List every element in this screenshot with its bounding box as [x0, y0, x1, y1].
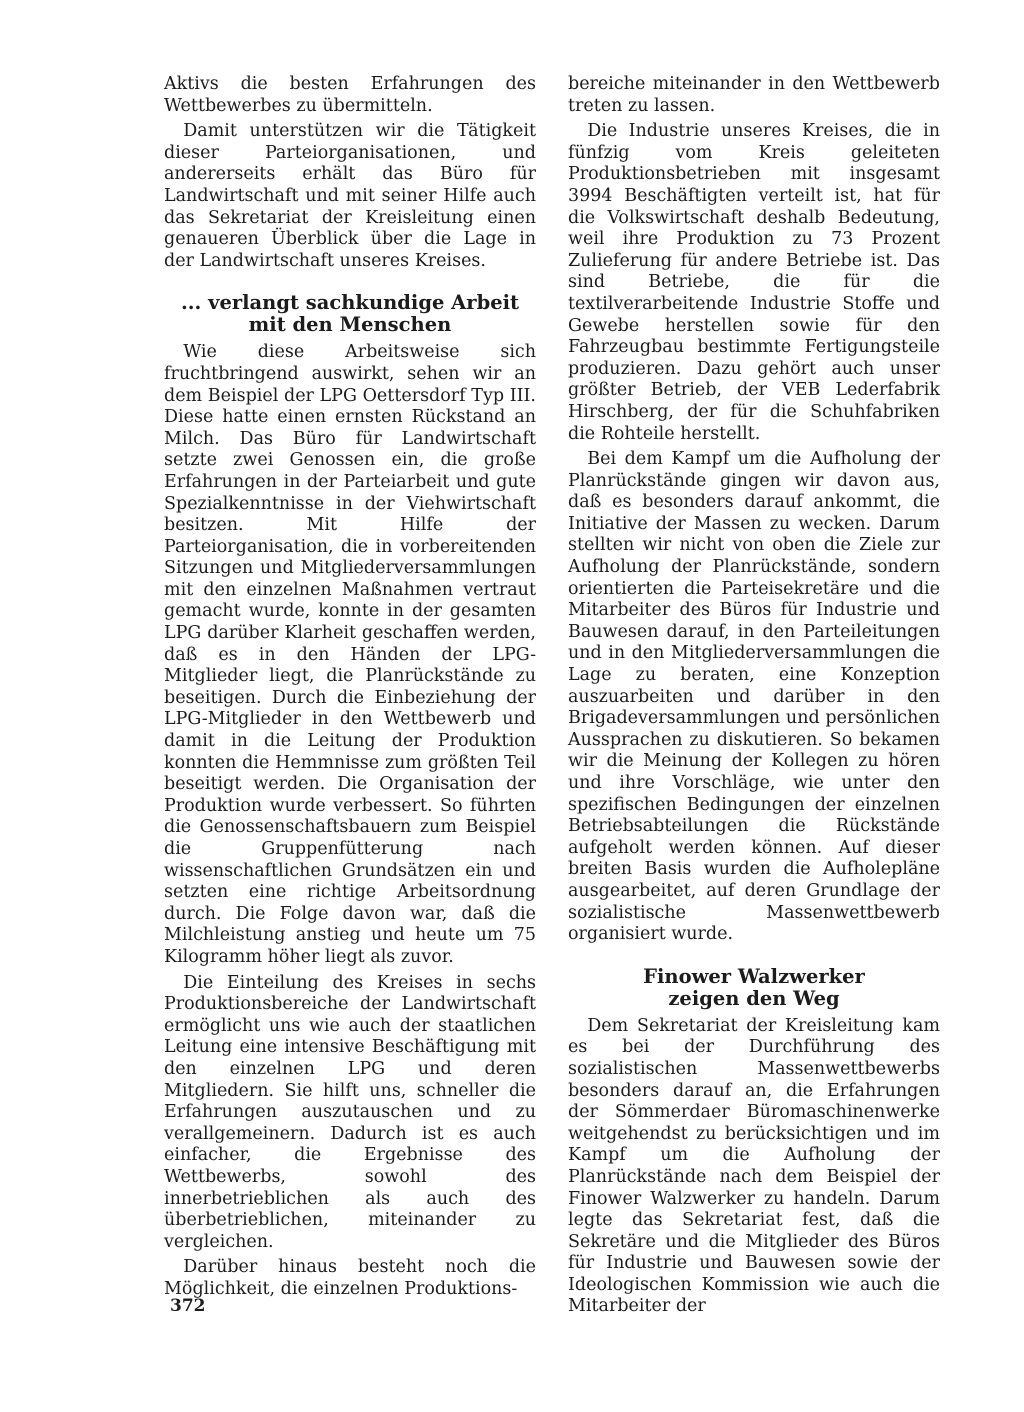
paragraph: Darüber hinaus besteht noch die Möglichkeit, die einzelnen Produktions-	[164, 1257, 536, 1299]
paragraph: Die Einteilung des Kreises in sechs Produktionsbereiche der Landwirtschaft ermöglicht uns wie auch der staatlichen Leitung eine intensive Beschäftigung mit den einzelnen LPG und deren Mitgliedern. Sie hilft uns, schneller die Erfahrungen auszutauschen und zu verallgemeinern. Dadurch ist es auch einfacher, die Ergebnisse des Wettbewerbs, sowohl des innerbetrieblichen als auch des überbetrieblichen, miteinander zu vergleichen.	[164, 972, 536, 1252]
paragraph: Die Industrie unseres Kreises, die in fünfzig vom Kreis geleiteten Produktionsbetrieben mit insgesamt 3994 Beschäftigten verteilt ist, hat für die Volkswirtschaft deshalb Bedeutung, weil ihre Produktion zu 73 Prozent Zulieferung für andere Betriebe ist. Das sind Betriebe, die für die textilverarbeitende Industrie Stoffe und Gewebe herstellen sowie für den Fahrzeugbau bestimmte Fertigungsteile produzieren. Dazu gehört auch unser größter Betrieb, der VEB Lederfabrik Hirschberg, der für die Schuhfabriken die Rohteile herstellt.	[568, 121, 940, 444]
paragraph: Aktivs die besten Erfahrungen des Wettbewerbes zu übermitteln.	[164, 74, 536, 116]
section-heading-line: Finower Walzwerker	[643, 964, 865, 988]
paragraph: bereiche miteinander in den Wettbewerb treten zu lassen.	[568, 74, 940, 116]
section-heading-line: zeigen den Weg	[668, 986, 840, 1010]
page-number: 372	[170, 1296, 206, 1316]
section-heading-line: mit den Menschen	[248, 313, 452, 337]
right-column	[568, 74, 940, 1318]
section-heading-line: ... verlangt sachkundige Arbeit	[180, 291, 520, 315]
paragraph: Bei dem Kampf um die Aufholung der Planrückstände gingen wir davon aus, daß es besonders darauf ankommt, die Initiative der Massen zu wecken. Darum stellten wir nicht von oben die Ziele zur Aufholung der Planrückstände, sondern orientierten die Parteisekretäre und die Mitarbeiter des Büros für Industrie und Bauwesen darauf, in den Parteileitungen und in den Mitgliederversammlungen die Lage zu beraten, eine Konzeption auszuarbeiten und darüber in den Brigadeversammlungen und persönlichen Aussprachen zu diskutieren. So bekamen wir die Meinung der Kollegen zu hören und ihre Vorschläge, wie unter den spezifischen Bedingungen der einzelnen Betriebsabteilungen die Rückstände aufgeholt werden können. Auf dieser breiten Basis wurden die Aufholepläne ausgearbeitet, auf deren Grundlage der sozialistische Massenwettbewerb organisiert wurde.	[568, 449, 940, 945]
paragraph: Wie diese Arbeitsweise sich fruchtbringend auswirkt, sehen wir an dem Beispiel der LPG Oettersdorf Typ III. Diese hatte einen ernsten Rückstand an Milch. Das Büro für Landwirtschaft setzte zwei Genossen ein, die große Erfahrungen in der Parteiarbeit und gute Spezialkenntnisse in der Viehwirtschaft besitzen. Mit Hilfe der Parteiorganisation, die in vorbereitenden Sitzungen und Mitgliederversammlungen mit den einzelnen Maßnahmen vertraut gemacht wurde, konnte in der gesamten LPG darüber Klarheit geschaffen werden, daß es in den Händen der LPG-Mitglieder liegt, die Planrückstände zu beseitigen. Durch die Einbeziehung der LPG-Mitglieder in den Wettbewerb und damit in die Leitung der Produktion konnten die Hemmnisse zum größten Teil beseitigt werden. Die Organisation der Produktion wurde verbessert. So führten die Genossenschaftsbauern zum Beispiel die Gruppenfütterung nach wissenschaftlichen Grundsätzen ein und setzten eine richtige Arbeitsordnung durch. Die Folge davon war, daß die Milchleistung anstieg und heute um 75 Kilogramm höher liegt als zuvor.	[164, 342, 536, 967]
left-column	[164, 74, 536, 1300]
paragraph: Damit unterstützen wir die Tätigkeit dieser Parteiorganisationen, und andererseits erhält das Büro für Landwirtschaft und mit seiner Hilfe auch das Sekretariat der Kreisleitung einen genaueren Überblick über die Lage in der Landwirtschaft unseres Kreises.	[164, 121, 536, 271]
section-heading	[164, 292, 536, 336]
section-heading	[568, 966, 940, 1010]
paragraph: Dem Sekretariat der Kreisleitung kam es bei der Durchführung des sozialistischen Massenwettbewerbs besonders darauf an, die Erfahrungen der Sömmerdaer Büromaschinenwerke weitgehendst zu berücksichtigen und im Kampf um die Aufholung der Planrückstände nach dem Beispiel der Finower Walzwerker zu handeln. Darum legte das Sekretariat fest, daß die Sekretäre und die Mitglieder des Büros für Industrie und Bauwesen sowie der Ideologischen Kommission wie auch die Mitarbeiter der	[568, 1015, 940, 1317]
